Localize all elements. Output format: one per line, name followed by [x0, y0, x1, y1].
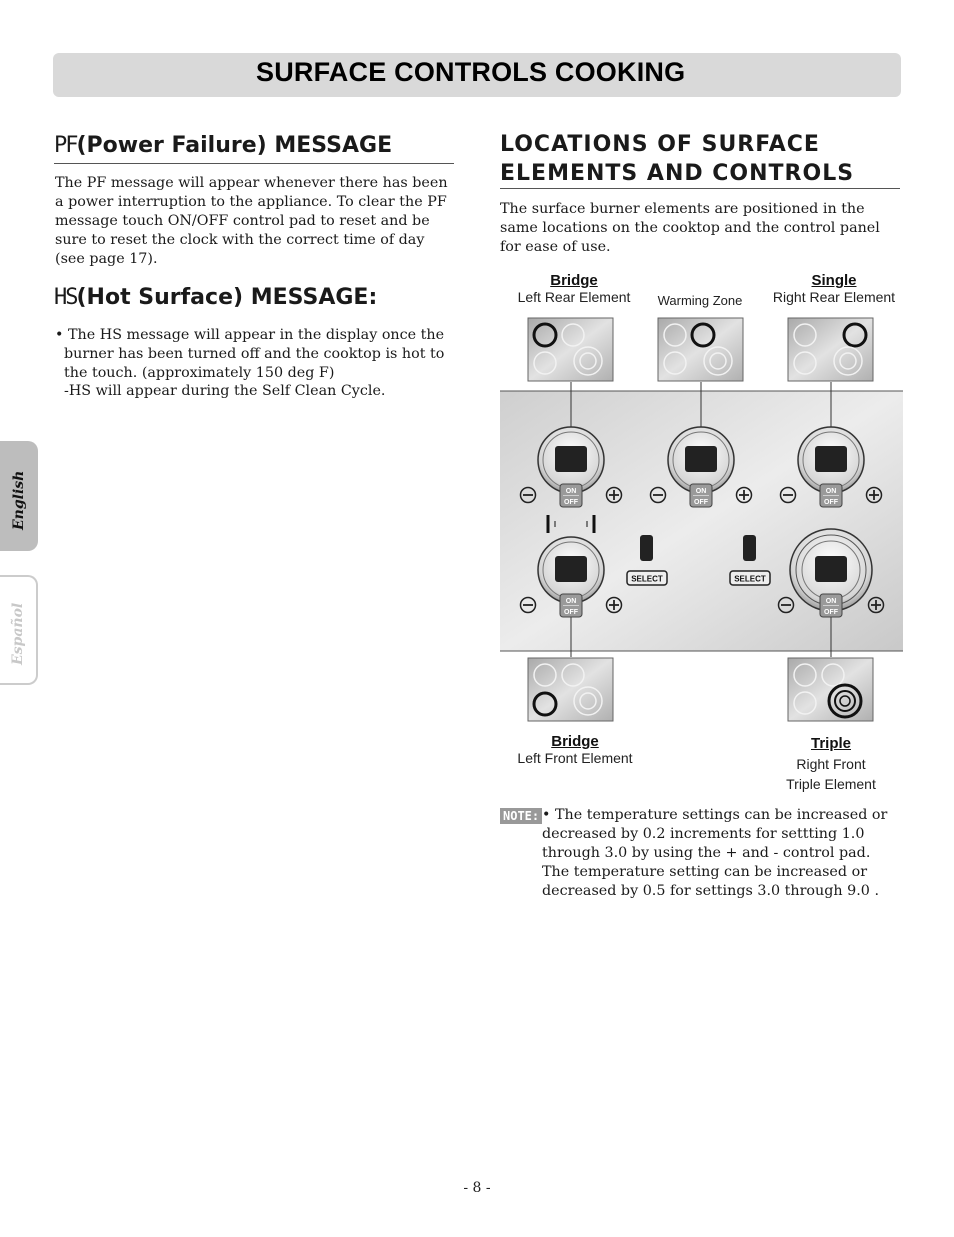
label-left-front-sub: Left Front Element [517, 750, 633, 766]
tab-english[interactable] [0, 441, 38, 551]
label-right-rear-title: Single [811, 272, 857, 289]
locations-heading [500, 130, 900, 189]
locations-heading-line1: LOCATIONS OF SURFACE [500, 132, 820, 157]
locations-body: The surface burner elements are positioned in the same locations on the cooktop and the control panel for ease of use. [500, 201, 880, 255]
onoff-button-left-front[interactable] [560, 594, 582, 617]
label-left-front-title: Bridge [551, 733, 599, 750]
tab-english-label: English [11, 470, 27, 530]
on-label: ON [565, 488, 577, 495]
onoff-button-left-rear[interactable] [560, 484, 582, 507]
display-warming-zone [685, 446, 717, 472]
locations-heading-line2: ELEMENTS AND CONTROLS [500, 161, 855, 186]
hs-heading-text: (Hot Surface) MESSAGE: [76, 285, 378, 310]
display-left-rear [555, 446, 587, 472]
label-right-front-sub1: Right Front [796, 756, 866, 772]
off-label: OFF [694, 499, 708, 506]
hs-bullet: • The HS message will appear in the display once the burner has been turned off and the cooktop is hot to the touch. (approximately 150 deg F) [55, 327, 445, 381]
note-text: • The temperature settings can be increased or decreased by 0.2 increments for settting 1.0 through 3.0 by using the + and - control pad. The temperature setting can be increased or decreased by 0.5 for settings 3.0 through 9.0 . [542, 807, 888, 899]
label-left-rear-sub: Left Rear Element [517, 289, 631, 305]
pf-code: PF [54, 133, 77, 158]
display-left-front [555, 556, 587, 582]
cooktop-thumb-right-front [788, 658, 873, 721]
hs-code: HS [54, 285, 77, 310]
hs-bullet-text: The HS message will appear in the display once the burner has been turned off and the cooktop is hot to the touch. (approximately 150 deg F) [64, 327, 445, 381]
label-right-rear-sub: Right Rear Element [772, 289, 896, 305]
note-tag: NOTE: [500, 808, 542, 824]
on-label: ON [825, 598, 837, 605]
label-right-front [762, 733, 900, 794]
on-label: ON [565, 598, 577, 605]
select-label: SELECT [631, 574, 663, 584]
cooktop-thumb-left-front [528, 658, 613, 721]
label-right-front-title: Triple [810, 735, 851, 752]
on-label: ON [825, 488, 837, 495]
display-right-rear [815, 446, 847, 472]
page-number: - 8 - [463, 1180, 491, 1196]
select-label: SELECT [734, 574, 766, 584]
off-label: OFF [564, 499, 578, 506]
pf-heading-text: (Power Failure) MESSAGE [76, 133, 393, 158]
label-left-rear-title: Bridge [550, 272, 598, 289]
off-label: OFF [824, 499, 838, 506]
display-right-front [815, 556, 847, 582]
page-header-banner [53, 53, 901, 97]
pf-body: The PF message will appear whenever there has been a power interruption to the appliance. To clear the PF message touch ON/OFF control pad to reset and be sure to reset the clock with the correct time of day (see page 17). [55, 175, 448, 267]
cooktop-thumb-warming-zone [658, 318, 743, 381]
tab-espanol[interactable] [0, 575, 38, 685]
cooktop-thumb-left-rear [528, 318, 613, 381]
label-warming-zone-sub: Warming Zone [657, 293, 743, 308]
label-left-front [500, 733, 650, 766]
tab-espanol-label: Español [10, 602, 26, 665]
hs-heading [54, 285, 454, 315]
cooktop-control-diagram [497, 315, 903, 725]
cooktop-thumb-right-rear [788, 318, 873, 381]
page-title: SURFACE CONTROLS COOKING [256, 57, 686, 87]
label-warming-zone [640, 293, 760, 308]
label-right-front-sub2: Triple Element [786, 776, 876, 792]
on-label: ON [695, 488, 707, 495]
off-label: OFF [564, 609, 578, 616]
off-label: OFF [824, 609, 838, 616]
onoff-button-right-rear[interactable] [820, 484, 842, 507]
label-left-rear [500, 272, 648, 305]
onoff-button-right-front[interactable] [820, 594, 842, 617]
label-right-rear [760, 272, 908, 305]
hs-line2: -HS will appear during the Self Clean Cycle. [64, 383, 386, 399]
onoff-button-warming-zone[interactable] [690, 484, 712, 507]
pf-heading [54, 133, 454, 164]
